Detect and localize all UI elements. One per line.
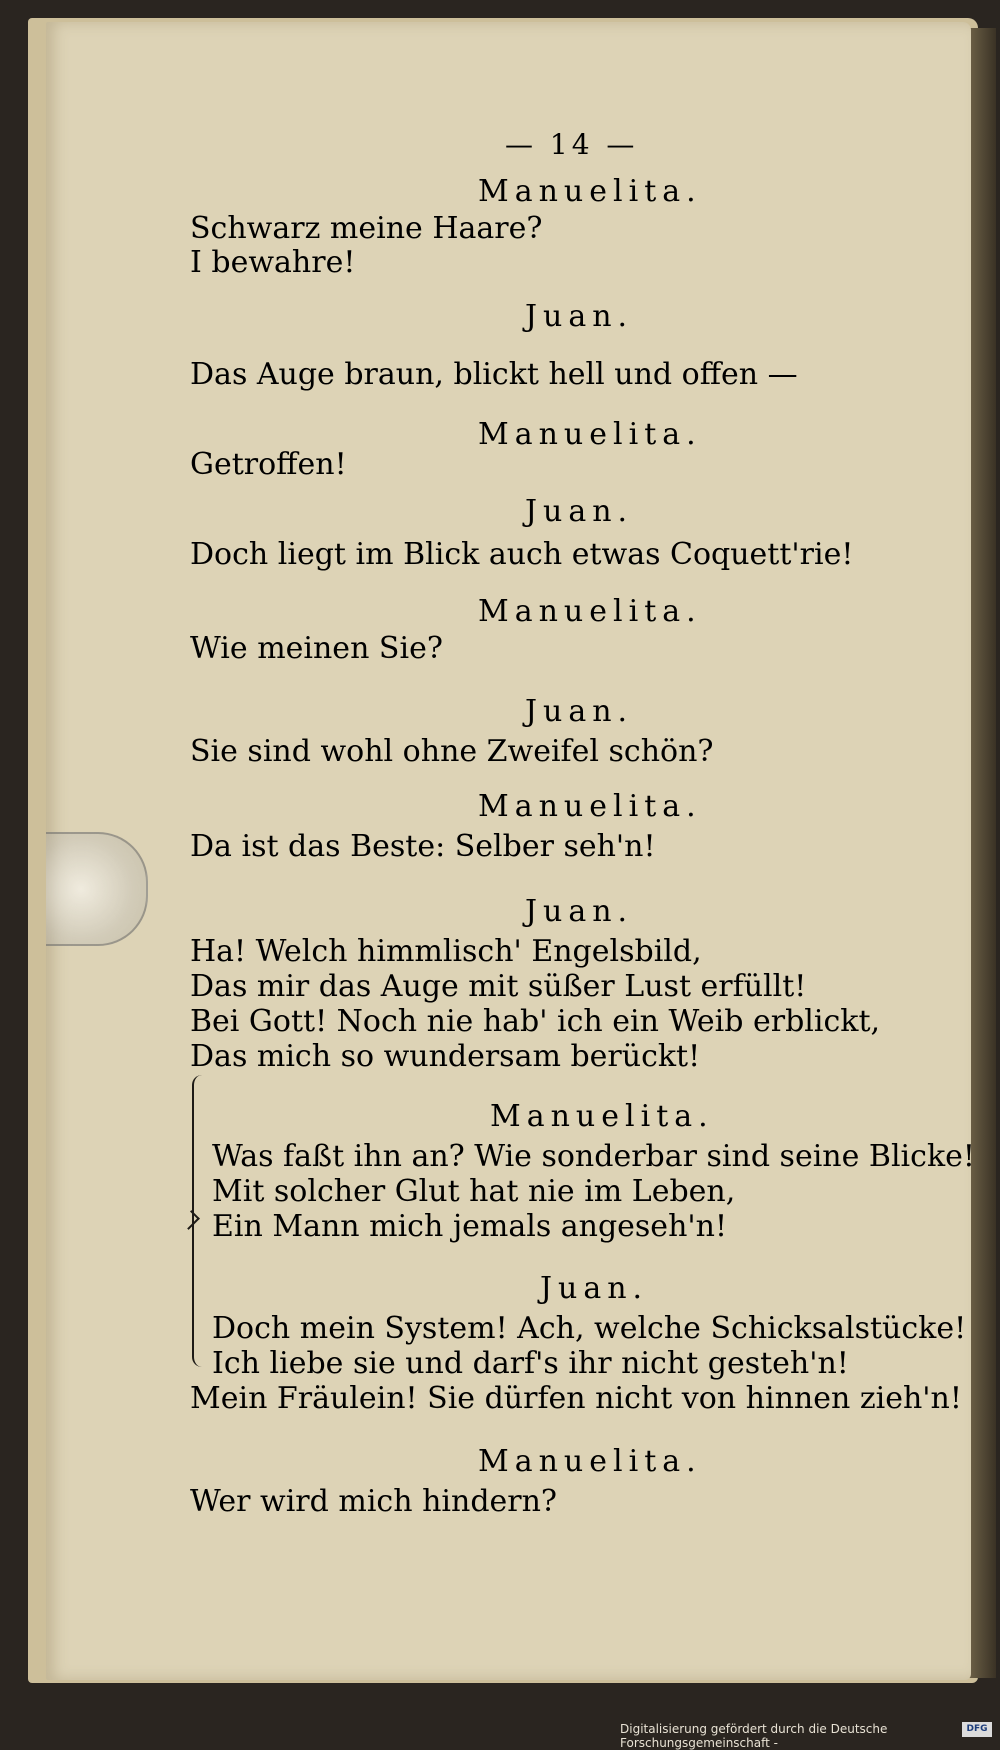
speaker-name: Manuelita. [478,789,702,824]
verse-line: Schwarz meine Haare? [190,211,543,246]
verse-line: Ein Mann mich jemals angeseh'n! [212,1209,728,1244]
speaker-name: Manuelita. [490,1099,714,1134]
verse-line: Getroffen! [190,447,347,482]
speaker-name: Juan. [525,894,634,929]
verse-line: Doch mein System! Ach, welche Schicksalstücke! [212,1311,967,1346]
verse-line: Wer wird mich hindern? [190,1484,558,1519]
verse-line: Das Auge braun, blickt hell und offen — [190,357,798,392]
speaker-name: Manuelita. [478,174,702,209]
verse-line: Mit solcher Glut hat nie im Leben, [212,1174,736,1209]
verse-line: Mein Fräulein! Sie dürfen nicht von hinnen zieh'n! [190,1381,962,1416]
speaker-name: Manuelita. [478,417,702,452]
dfg-logo: DFG [962,1722,992,1737]
verse-line: Bei Gott! Noch nie hab' ich ein Weib erblickt, [190,1004,881,1039]
verse-line: I bewahre! [190,245,356,280]
speaker-name: Juan. [525,494,634,529]
speaker-name: Juan. [525,694,634,729]
verse-line: Da ist das Beste: Selber seh'n! [190,829,656,864]
verse-line: Doch liegt im Blick auch etwas Coquett'rie! [190,537,854,572]
page-number: — 14 — [505,128,639,161]
book-spine-shadow [968,28,996,1678]
digitization-notice: Digitalisierung gefördert durch die Deutsche Forschungsgemeinschaft - [620,1722,888,1750]
speaker-name: Manuelita. [478,594,702,629]
speaker-name: Juan. [540,1271,649,1306]
verse-line: Sie sind wohl ohne Zweifel schön? [190,734,714,769]
speaker-name: Manuelita. [478,1444,702,1479]
verse-line: Wie meinen Sie? [190,631,443,666]
verse-line: Ha! Welch himmlisch' Engelsbild, [190,934,702,969]
speaker-name: Juan. [525,299,634,334]
verse-line: Ich liebe sie und darf's ihr nicht gesteh'n! [212,1346,849,1381]
verse-line: Das mir das Auge mit süßer Lust erfüllt! [190,969,807,1004]
page-clip [46,832,148,946]
verse-line: Was faßt ihn an? Wie sonderbar sind seine Blicke! [212,1139,975,1174]
verse-line: Das mich so wundersam berückt! [190,1039,701,1074]
